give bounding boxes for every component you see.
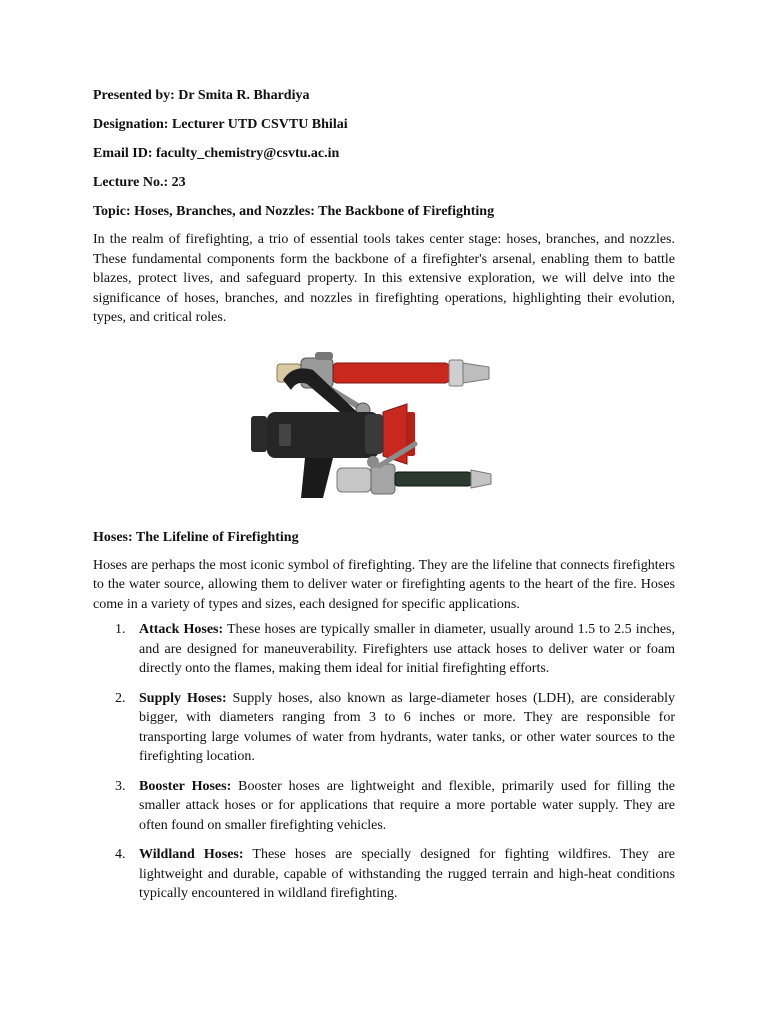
document-content — [93, 86, 675, 914]
list-number: 1. — [115, 622, 126, 637]
section-paragraph: Hoses are perhaps the most iconic symbol of firefighting. They are the lifeline that connects firefighters to the water source, allowing them to deliver water or firefighting agents to the heart of the fire. Hoses come in a variety of types and sizes, each designed for specific applications. — [93, 557, 675, 612]
presenter-line: Presented by: Dr Smita R. Bhardiya — [93, 88, 310, 103]
list-item — [93, 620, 675, 679]
hose-types-list — [93, 620, 675, 904]
designation-line: Designation: Lecturer UTD CSVTU Bhilai — [93, 117, 348, 132]
hose-type-term: Supply Hoses: — [139, 690, 227, 706]
hose-type-term: Wildland Hoses: — [139, 847, 244, 862]
list-item — [93, 689, 675, 767]
topic-line: Topic: Hoses, Branches, and Nozzles: The Backbone of Firefighting — [93, 204, 495, 219]
section-heading: Hoses: The Lifeline of Firefighting — [93, 529, 299, 545]
list-number: 3. — [115, 778, 126, 794]
hose-type-term: Attack Hoses: — [139, 622, 224, 637]
hose-type-description: Booster hoses are lightweight and flexible, primarily used for filling the smaller attack hoses or for applications that require a more portable water supply. They are often found on smaller firefighting vehicles. — [139, 778, 675, 833]
hose-type-term: Booster Hoses: — [139, 778, 232, 794]
hose-type-description: These hoses are specially designed for fighting wildfires. They are lightweight and durable, capable of withstanding the rugged terrain and high-heat conditions typically encountered in wildland firefighting. — [139, 847, 675, 901]
list-number: 2. — [115, 690, 126, 706]
hose-type-description: These hoses are typically smaller in diameter, usually around 1.5 to 2.5 inches, and are designed for maneuverability. Firefighters use attack hoses to deliver water or foam directly onto the flames, making them ideal for initial firefighting efforts. — [139, 622, 675, 676]
nozzles-figure — [93, 350, 675, 510]
intro-paragraph: In the realm of firefighting, a trio of essential tools takes center stage: hoses, branches, and nozzles. These fundamental components form the backbone of a firefighter's arsenal, enabling them to battle blazes, protect lives, and safeguard property. In this extensive exploration, we will delve into the significance of hoses, branches, and nozzles in firefighting operations, highlighting their evolution, types, and critical roles. — [93, 232, 675, 325]
lecture-number-line: Lecture No.: 23 — [93, 175, 186, 190]
list-item — [93, 777, 675, 836]
hose-type-description: Supply hoses, also known as large-diameter hoses (LDH), are considerably bigger, with diameters ranging from 3 to 6 inches or more. They are responsible for transporting large volumes of water from hydrants, water tanks, or other water sources to the firefighting location. — [139, 690, 675, 764]
email-line: Email ID: faculty_chemistry@csvtu.ac.in — [93, 146, 340, 161]
list-number: 4. — [115, 847, 126, 862]
list-item — [93, 845, 675, 904]
fire-nozzles-illustration — [245, 350, 505, 506]
